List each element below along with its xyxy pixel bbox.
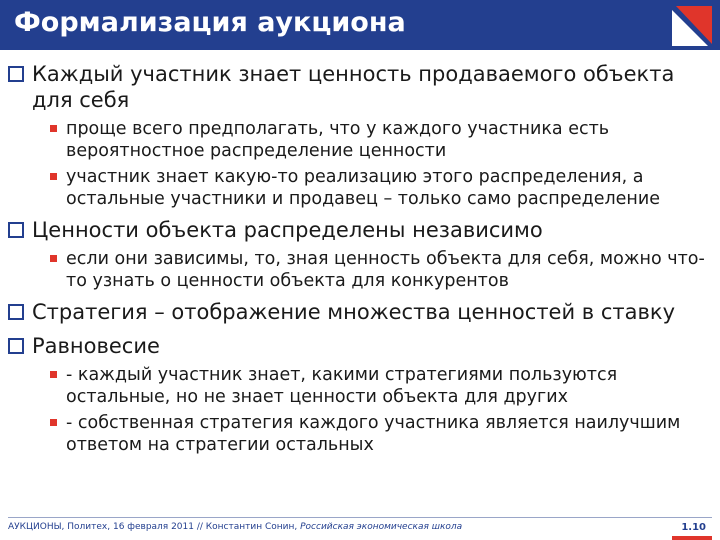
- bullet-1: [8, 62, 714, 114]
- page-number-accent-bar: [672, 536, 712, 540]
- footer: [8, 522, 462, 532]
- checkbox-bullet-icon: [8, 338, 24, 354]
- sub-bullet-2-1: [8, 248, 714, 292]
- sub-bullet-4-1: [8, 364, 714, 408]
- sub-bullet-1-1: [8, 118, 714, 162]
- corner-arrow-icon: [670, 4, 714, 48]
- bullet-text: Стратегия – отображение множества ценностей в ставку: [32, 300, 675, 324]
- square-bullet-icon: [50, 371, 57, 378]
- footer-text: АУКЦИОНЫ, Политех, 16 февраля 2011 // Константин Сонин,: [8, 522, 301, 532]
- sub-bullet-text: если они зависимы, то, зная ценность объекта для себя, можно что-то узнать о ценности объекта для конкурентов: [66, 249, 705, 291]
- square-bullet-icon: [50, 255, 57, 262]
- footer-divider: [8, 517, 712, 518]
- square-bullet-icon: [50, 125, 57, 132]
- sub-bullet-text: проще всего предполагать, что у каждого участника есть вероятностное распределение ценности: [66, 119, 610, 161]
- square-bullet-icon: [50, 173, 57, 180]
- checkbox-bullet-icon: [8, 304, 24, 320]
- slide-body: [8, 62, 714, 456]
- bullet-4: [8, 334, 714, 360]
- bullet-2: [8, 218, 714, 244]
- bullet-text: Равновесие: [32, 334, 160, 358]
- square-bullet-icon: [50, 419, 57, 426]
- sub-bullet-1-2: [8, 166, 714, 210]
- sub-bullet-text: - каждый участник знает, какими стратегиями пользуются остальные, но не знает ценности объекта для других: [66, 365, 618, 407]
- checkbox-bullet-icon: [8, 222, 24, 238]
- bullet-3: [8, 300, 714, 326]
- bullet-text: Ценности объекта распределены независимо: [32, 218, 543, 242]
- sub-bullet-text: - собственная стратегия каждого участника является наилучшим ответом на стратегии остальных: [66, 413, 681, 455]
- slide-title: Формализация аукциона: [14, 7, 406, 38]
- footer-org: Российская экономическая школа: [300, 522, 463, 532]
- checkbox-bullet-icon: [8, 66, 24, 82]
- title-bar: [0, 0, 720, 50]
- bullet-text: Каждый участник знает ценность продаваемого объекта для себя: [32, 62, 675, 112]
- sub-bullet-4-2: [8, 412, 714, 456]
- page-number: 1.10: [681, 522, 706, 533]
- sub-bullet-text: участник знает какую-то реализацию этого распределения, а остальные участники и продавец – только само распределение: [66, 167, 661, 209]
